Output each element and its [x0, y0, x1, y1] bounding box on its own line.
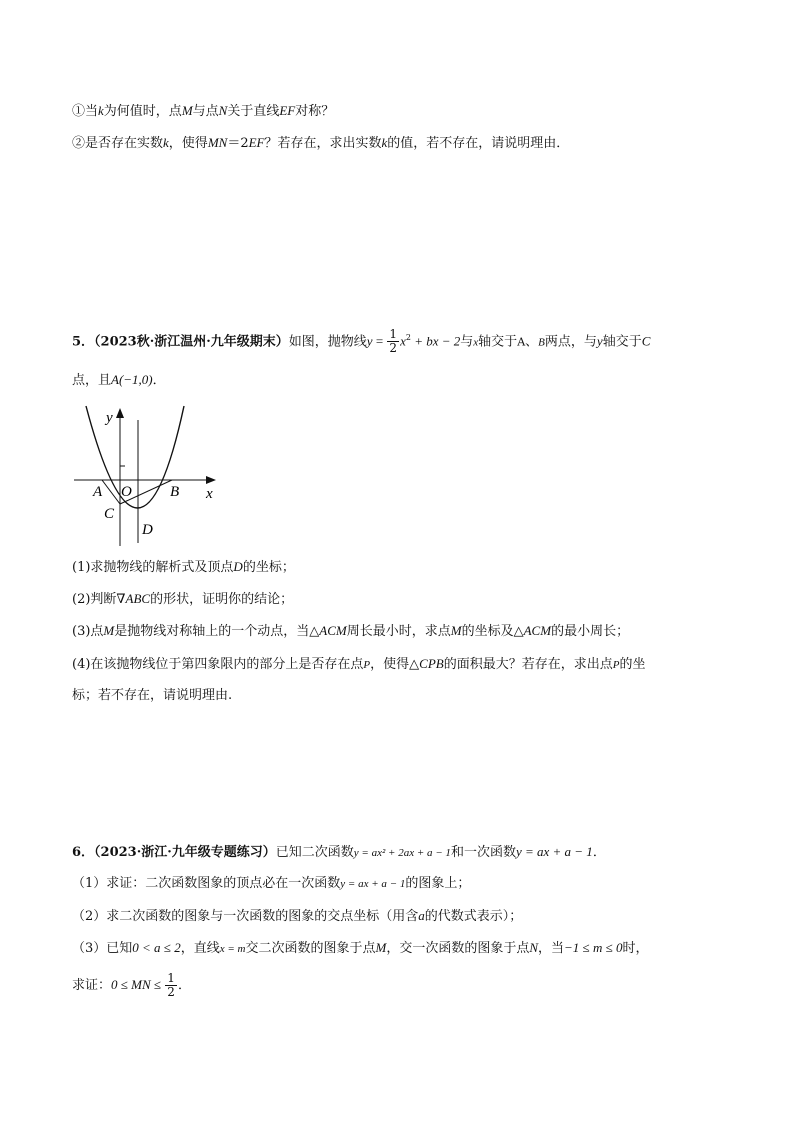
q5-frac-half: $\frac{1}{2}$	[389, 327, 398, 356]
q5-part4-line2: 标；若不存在，请说明理由.	[72, 688, 233, 703]
q6-stem: 6．（2023·浙江·九年级专题练习）已知二次函数y = ax² + 2ax + a − 1和一次函数y = ax + a − 1．	[72, 844, 606, 860]
q5-part3: (3)点M是抛物线对称轴上的一个动点，当△ACM周长最小时，求点M的坐标及△ACM的最小周长；	[72, 623, 630, 639]
parabola-figure	[72, 400, 232, 550]
q6-part3-line2: 求证：0 ≤ MN ≤ $\frac{1}{2}$ ．	[72, 971, 191, 999]
y-axis-arrow	[116, 408, 124, 418]
graph-label-O: O	[121, 484, 132, 500]
graph-label-D: D	[142, 522, 153, 538]
q5-part4: (4)在该抛物线位于第四象限内的部分上是否存在点P，使得△CPB的面积最大？若存在，求出点P的坐	[72, 656, 646, 672]
q5-part2: (2)判断∇ABC的形状，证明你的结论；	[72, 591, 294, 607]
q5-stem-line2: 点，且A(−1,0)．	[72, 372, 166, 388]
graph-label-C: C	[104, 506, 115, 522]
graph-label-y: y	[106, 410, 113, 426]
x-axis-arrow	[206, 476, 216, 484]
graph-label-B: B	[170, 484, 180, 500]
q5-part1: (1)求抛物线的解析式及顶点D的坐标；	[72, 559, 295, 575]
q5-stem-line1: 5．（2023秋·浙江温州·九年级期末）如图，抛物线y = $\frac{1}{2}$ $x^2$ + bx − 2与x轴交于A、B两点，与y轴交于C	[72, 327, 651, 356]
graph-label-x: x	[206, 486, 213, 502]
q4-sub1: ①当k为何值时，点M与点N关于直线EF对称？	[72, 103, 335, 119]
q6-part3: （3）已知0 < a ≤ 2，直线x = m交二次函数的图象于点M，交一次函数的图象于点N，当−1 ≤ m ≤ 0时，	[72, 940, 649, 956]
q6-frac-half: $\frac{1}{2}$	[167, 971, 175, 999]
q4-sub2: ②是否存在实数k，使得MN＝2EF？若存在，求出实数k的值，若不存在，请说明理由．	[72, 135, 570, 151]
q6-part2: （2）求二次函数的图象与一次函数的图象的交点坐标（用含a的代数式表示）；	[72, 908, 523, 924]
q6-part1: （1）求证：二次函数图象的顶点必在一次函数y = ax + a − 1的图象上；	[72, 876, 471, 891]
graph-label-A: A	[93, 484, 103, 500]
